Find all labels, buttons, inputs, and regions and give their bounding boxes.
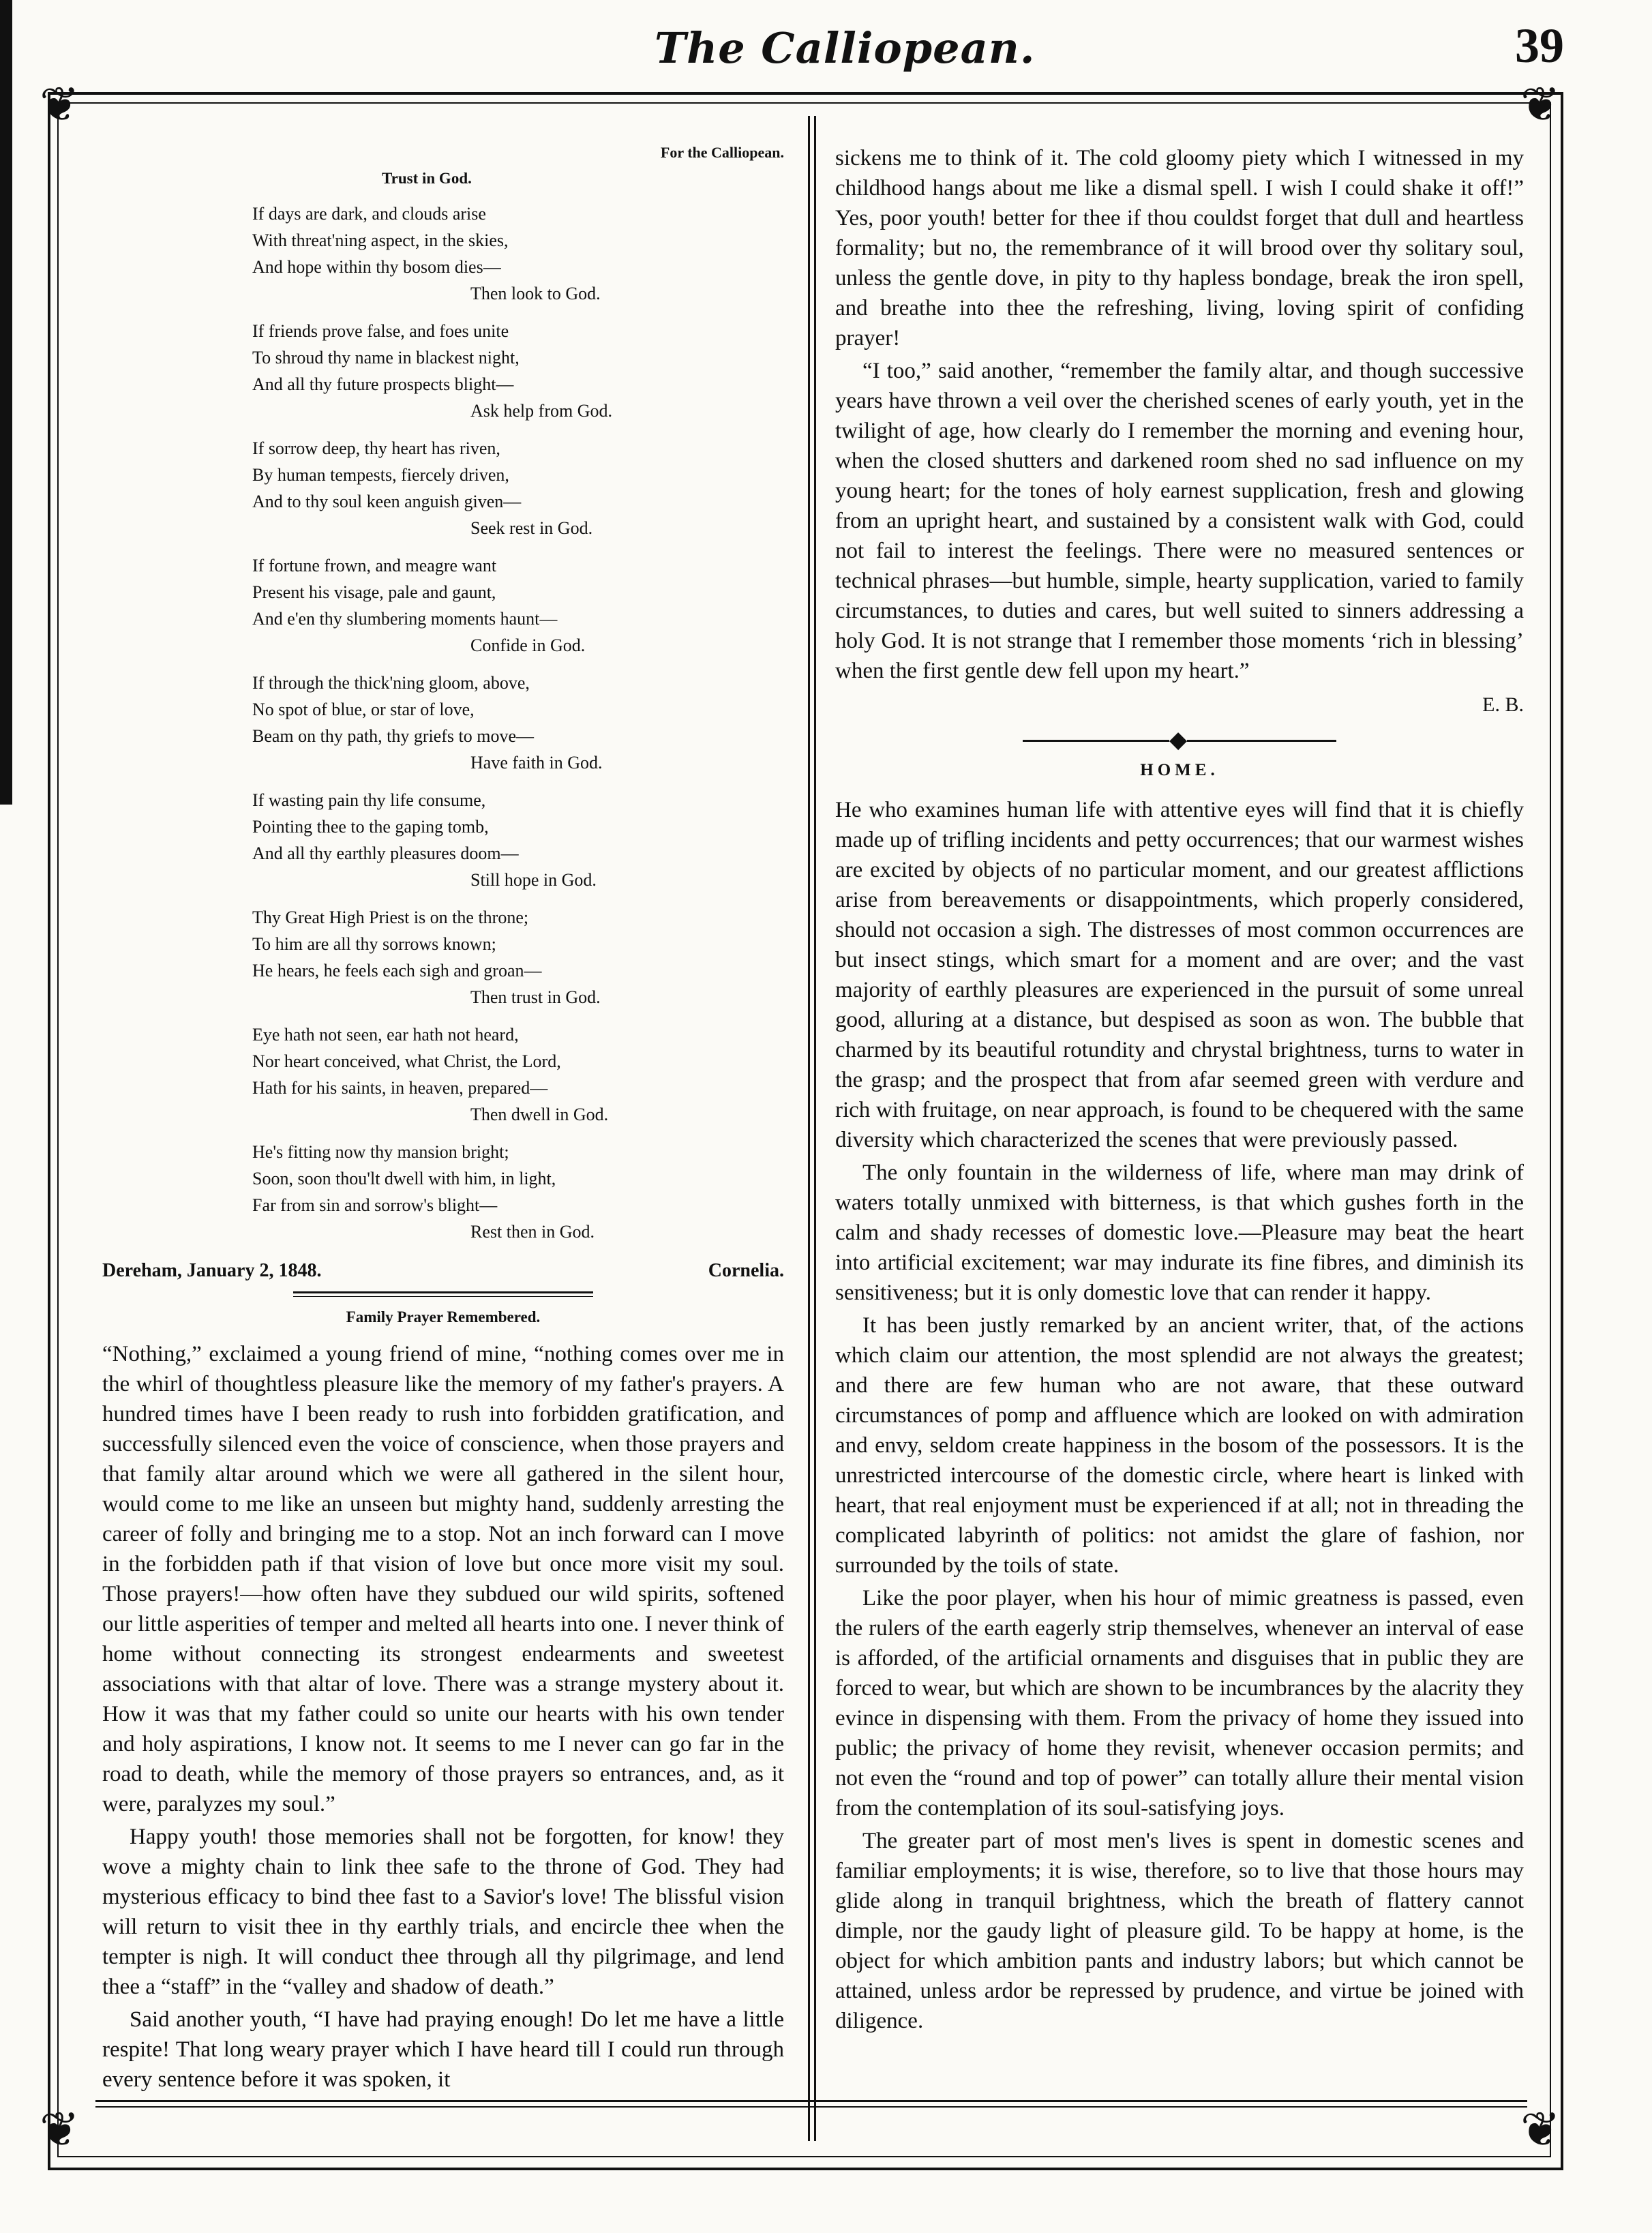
poem-line: He's fitting now thy mansion bright; [252,1142,509,1162]
poem-stanza [252,787,784,893]
paragraph: He who examines human life with attentive eyes will find that it is chiefly made up of trifling incidents and petty occurrences; that our warmest wishes are excited by objects of no particular moment, and our greatest afflictions arise from bereavements or disappointments, which properly considered, should not occasion a sigh. The distresses of most common occurrences are but insect stings, which smart for a moment and are over; and the vast majority of earthly pleasures are experienced in the pursuit of some unreal good, alluring at a distance, but despised as soon as won. The bubble that charmed by its beautiful rotundity and chrystal brightness, turns to water in the grasp; and the prospect that from afar seemed green with verdure and rich with fruitage, on near approach, is found to be chequered with the same diversity which characterized the scenes that were previously passed. [835,798,1524,1152]
paragraph: sickens me to think of it. The cold gloomy piety which I witnessed in my childhood hangs about me like a dismal spell. I wish I could shake it off!” Yes, poor youth! better for thee if thou couldst forget that dull and heartless formality; but no, the remembrance of it will brood over thy solitary soul, unless the gentle dove, in pity to thy hapless bondage, break the iron spell, and breathe into thee the refreshing, living, loving spirit of confiding prayer! [835,146,1524,350]
poem-line: Hath for his saints, in heaven, prepared— [252,1078,548,1098]
poem-line: And to thy soul keen anguish given— [252,492,522,511]
paragraph: Happy youth! those memories shall not be forgotten, for know! they wove a mighty chain to link thee safe to the throne of God. They had mysterious efficacy to bind thee fast to a Savior's love! The blissful vision will return to visit thee in thy earthly trials, and encircle thee when the tempter is nigh. It will conduct thee through all thy pilgrimage, and lend thee a “staff” in the “valley and shadow of death.” [102,1825,784,1999]
corner-ornament-top-left: ❦ [40,79,80,132]
page-number: 39 [1515,18,1564,73]
poem-line: If fortune frown, and meagre want [252,556,497,575]
poem-line: And all thy future prospects blight— [252,374,514,394]
poem-line: Eye hath not seen, ear hath not heard, [252,1025,519,1045]
poem-line: Present his visage, pale and gaunt, [252,582,496,602]
right-column [835,143,1524,2039]
poem-dateline: Dereham, January 2, 1848. [102,1260,322,1281]
poem-line: Then dwell in God. [470,1105,609,1124]
column-divider [808,116,816,2141]
poem-stanza [252,318,784,424]
poem-line: And hope within thy bosom dies— [252,257,501,277]
corner-ornament-bottom-left: ❦ [40,2104,80,2157]
poem-line: Rest then in God. [470,1222,595,1242]
poem-author: Cornelia. [708,1260,784,1281]
article-title-family-prayer: Family Prayer Remembered. [346,1308,541,1325]
poem-line: To him are all thy sorrows known; [252,934,496,954]
poem-stanza [252,435,784,541]
poem-stanza [252,1021,784,1128]
paragraph: It has been justly remarked by an ancient writer, that, of the actions which claim our attention, the most splendid are not always the greatest; and there are few human who are not aware, that these outward circumstances of pomp and affluence which are looked on with admiration and envy, seldom create happiness in the bosom of the possessors. It is the unrestricted intercourse of the domestic circle, where heart is linked with heart, that real enjoyment must be experienced if at all; not in threading the complicated labyrinth of politics: not amidst the glare of fashion, nor surrounded by the toils of state. [835,1313,1524,1578]
poem-line: If through the thick'ning gloom, above, [252,673,530,693]
paragraph: “I too,” said another, “remember the family altar, and though successive years have thrown a veil over the cherished scenes of early youth, yet in the twilight of age, how clearly do I remember the morning and evening hour, when the closed shutters and darkened room shed no sad influence on my young heart; for the tones of holy earnest supplication, fresh and glowing from an upright heart, and sustained by a consistent walk with God, could not fail to interest the feelings. There were no measured sentences or technical phrases—but humble, simple, hearty supplication, varied to family circumstances, to duties and cares, but well suited to sinners addressing a holy God. It is not strange that I remember those moments ‘rich in blessing’ when the first gentle dew fell upon my heart.” [835,359,1524,683]
paragraph: The only fountain in the wilderness of life, where man may drink of waters totally unmixed with bitterness, is that which gushes forth in the calm and shady recesses of domestic love.—Pleasure may beat the heart into artificial excitement; war may indurate its fine fibres, and diminish its sensitiveness; but it is only domestic love that can render it happy. [835,1160,1524,1305]
poem-line: Seek rest in God. [470,518,593,538]
poem-line: If sorrow deep, thy heart has riven, [252,438,500,458]
poem-line: And all thy earthly pleasures doom— [252,843,519,863]
article-title-home: HOME. [1140,761,1219,779]
poem-line: By human tempests, fiercely driven, [252,465,509,485]
poem-line: Ask help from God. [470,401,612,421]
paragraph: Said another youth, “I have had praying enough! Do let me have a little respite! That long weary prayer which I have heard till I could run through every sentence before it was spoken, it [102,2007,784,2092]
poem-line: Then trust in God. [470,987,601,1007]
poem-stanza [252,200,784,307]
poem-line: And e'en thy slumbering moments haunt— [252,609,558,629]
poem-line: Nor heart conceived, what Christ, the Lord, [252,1051,561,1071]
poem-line: Soon, soon thou'lt dwell with him, in light, [252,1169,556,1188]
poem-dateline-row [102,1256,784,1286]
poem-line: If wasting pain thy life consume, [252,790,486,810]
masthead: The Calliopean. [655,23,1036,73]
corner-ornament-top-right: ❦ [1520,79,1561,132]
page-header [0,14,1652,95]
poem-line: Beam on thy path, thy griefs to move— [252,726,535,746]
poem-line: Still hope in God. [470,870,597,890]
paragraph: “Nothing,” exclaimed a young friend of mine, “nothing comes over me in the whirl of thoughtless pleasure like the memory of my father's prayers. A hundred times have I been ready to rush into forbidden gratification, and successfully silenced even the voice of conscience, when those prayers and that family altar around which we were all gathered in the silent hour, would come to me like an unseen but mighty hand, suddenly arresting the career of folly and bringing me to a stop. Not an inch forward can I move in the forbidden path if that vision of love but once more visit my soul. Those prayers!—how often have they subdued our wild spirits, softened our little asperities of temper and melted all hearts into one. I never think of home without connecting its strongest endearments and sweetest associations with that altar of love. There was a strange mystery about it. How it was that my father could so unite our hearts with his own tender and holy aspirations, I know not. It seems to me I never can go far in the road to death, while the memory of those prayers so entrances, and, as it were, paralyzes my soul.” [102,1342,784,1816]
poem-line: If days are dark, and clouds arise [252,204,486,224]
section-rule [293,1291,593,1297]
poem-line: He hears, he feels each sigh and groan— [252,961,542,980]
poem-title: Trust in God. [382,170,472,187]
poem-line: To shroud thy name in blackest night, [252,348,520,368]
poem-line: Then look to God. [470,284,601,303]
poem-line: Confide in God. [470,635,586,655]
corner-ornament-bottom-right: ❦ [1520,2104,1561,2157]
poem-stanzas [102,200,784,1245]
poem-credit: For the Calliopean. [660,144,784,161]
poem-stanza [252,1139,784,1245]
bottom-rule [95,2100,1527,2108]
poem-line: Far from sin and sorrow's blight— [252,1195,498,1215]
diamond-rule [1023,734,1336,747]
left-margin-bar [0,0,12,805]
poem-line: Thy Great High Priest is on the throne; [252,908,529,927]
poem-stanza [252,670,784,776]
poem-line: Pointing thee to the gaping tomb, [252,817,489,837]
poem-line: No spot of blue, or star of love, [252,700,475,719]
poem-line: Have faith in God. [470,753,603,773]
poem-line: With threat'ning aspect, in the skies, [252,230,509,250]
signature: E. B. [1482,693,1524,716]
poem-line: If friends prove false, and foes unite [252,321,509,341]
poem-stanza [252,552,784,659]
poem-stanza [252,904,784,1010]
paragraph: The greater part of most men's lives is spent in domestic scenes and familiar employments; it is wise, therefore, so to live that those hours may glide along in tranquil brightness, which the breath of flattery cannot dimple, nor the gaudy light of pleasure gild. To be happy at home, is the object for which ambition pants and industry labors; but which cannot be attained, unless ardor be repressed by prudence, and virtue be joined with diligence. [835,1829,1524,2033]
left-column [102,143,784,2097]
paragraph: Like the poor player, when his hour of mimic greatness is passed, even the rulers of the earth eagerly strip themselves, whenever an interval of ease is afforded, of the artificial ornaments and disguises that in public they are forced to wear, but which are shown to be incumbrances by the alacrity they evince in dispensing with them. From the privacy of home they issued into public; the privacy of home they revisit, whenever occasion permits; and not even the “round and top of power” can totally allure their mental vision from the contemplation of its soul-satisfying joys. [835,1586,1524,1820]
